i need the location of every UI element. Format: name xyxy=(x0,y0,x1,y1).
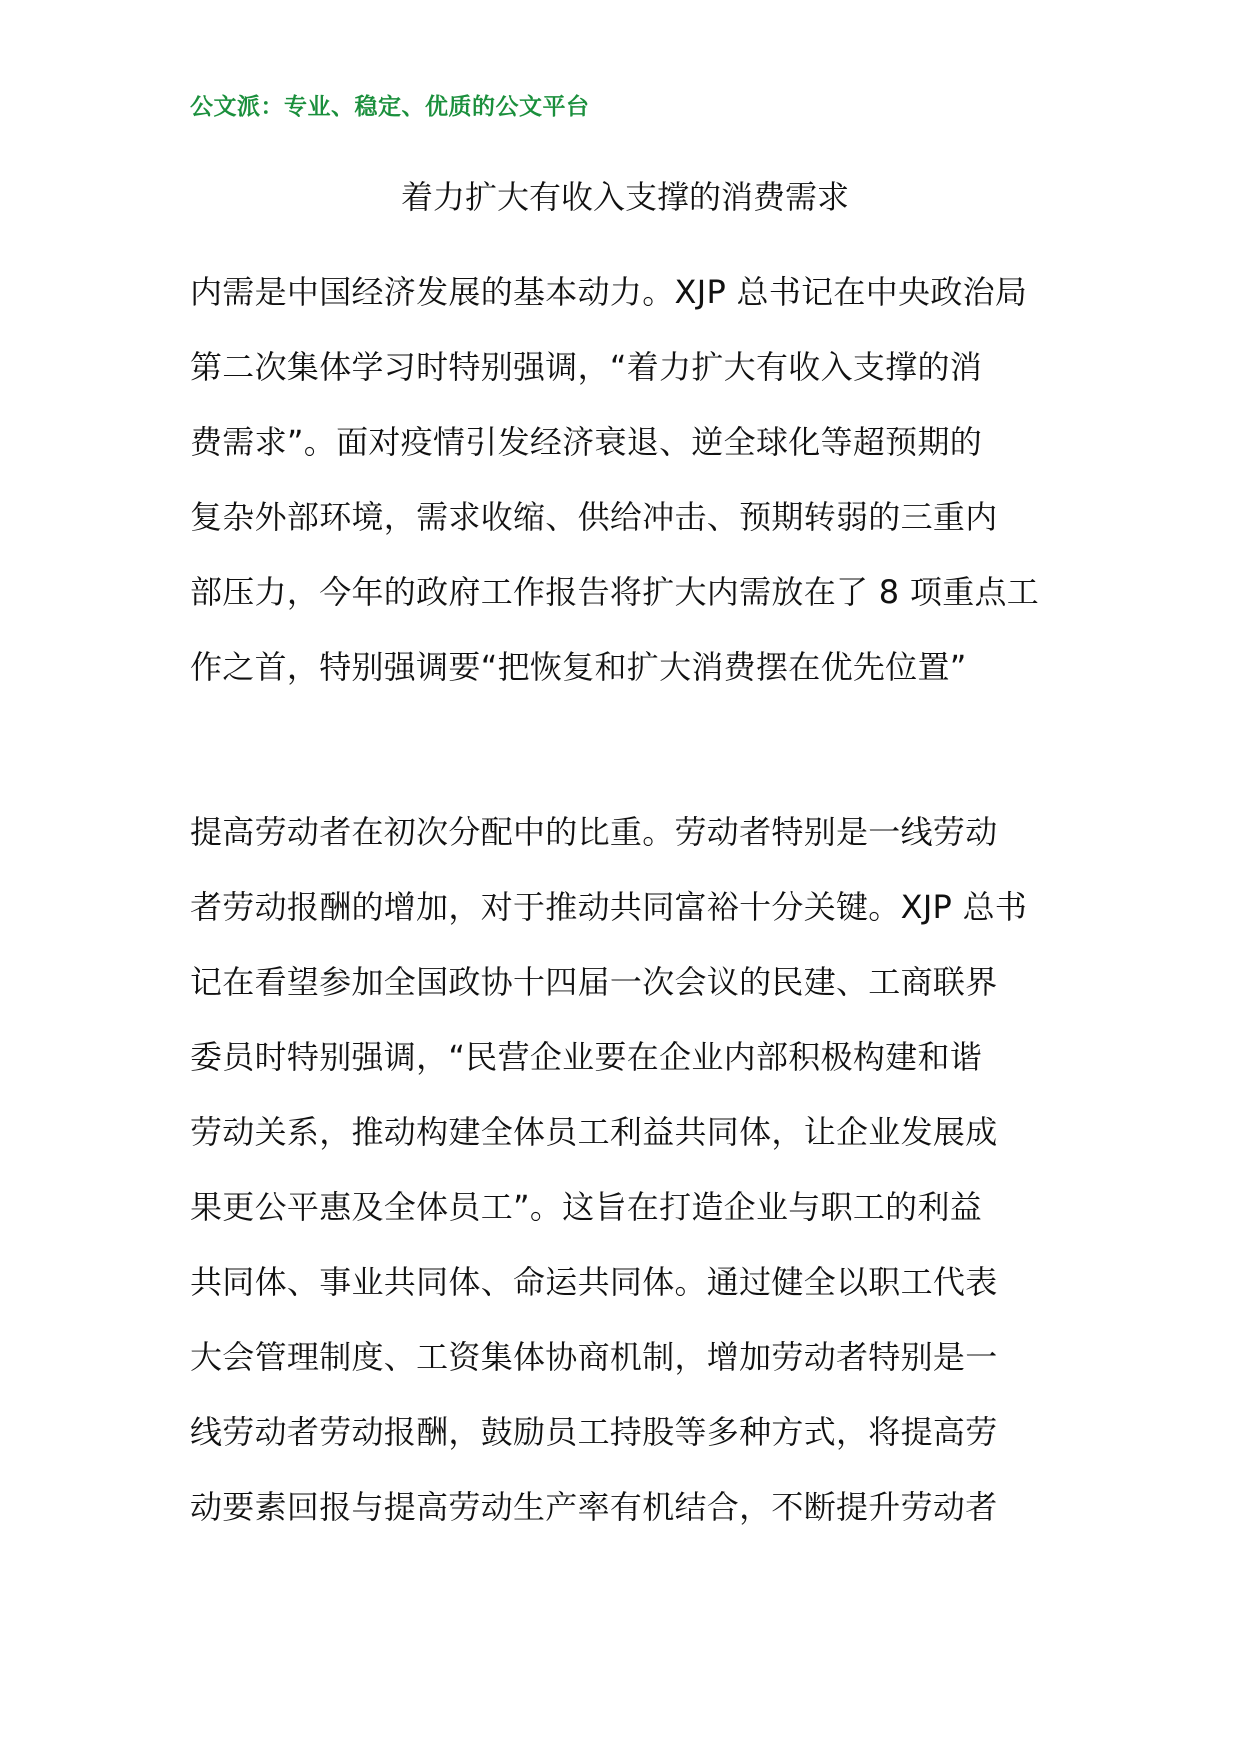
body-paragraph xyxy=(190,255,1060,705)
text-line: 内需是中国经济发展的基本动力。XJP 总书记在中央政治局 xyxy=(190,273,1028,311)
text-line: 作之首，特别强调要“把恢复和扩大消费摆在优先位置” xyxy=(190,648,967,686)
text-line: 大会管理制度、工资集体协商机制，增加劳动者特别是一 xyxy=(190,1338,998,1376)
text-line: 劳动关系，推动构建全体员工利益共同体，让企业发展成 xyxy=(190,1113,998,1151)
text-line: 费需求”。面对疫情引发经济衰退、逆全球化等超预期的 xyxy=(190,423,983,461)
text-line: 者劳动报酬的增加，对于推动共同富裕十分关键。XJP 总书 xyxy=(190,888,1028,926)
text-line: 部压力，今年的政府工作报告将扩大内需放在了 8 项重点工 xyxy=(190,573,1040,611)
text-line: 共同体、事业共同体、命运共同体。通过健全以职工代表 xyxy=(190,1263,998,1301)
text-line: 复杂外部环境，需求收缩、供给冲击、预期转弱的三重内 xyxy=(190,498,998,536)
header-banner: 公文派：专业、稳定、优质的公文平台 xyxy=(190,94,590,120)
document-title: 着力扩大有收入支撑的消费需求 xyxy=(400,178,849,216)
text-line: 第二次集体学习时特别强调，“着力扩大有收入支撑的消 xyxy=(190,348,983,386)
text-line: 果更公平惠及全体员工”。这旨在打造企业与职工的利益 xyxy=(190,1188,983,1226)
body-paragraph xyxy=(190,795,1060,1545)
text-line: 提高劳动者在初次分配中的比重。劳动者特别是一线劳动 xyxy=(190,813,998,851)
text-line: 线劳动者劳动报酬，鼓励员工持股等多种方式，将提高劳 xyxy=(190,1413,998,1451)
text-line: 动要素回报与提高劳动生产率有机结合，不断提升劳动者 xyxy=(190,1488,998,1526)
text-line: 委员时特别强调，“民营企业要在企业内部积极构建和谐 xyxy=(190,1038,983,1076)
text-line: 记在看望参加全国政协十四届一次会议的民建、工商联界 xyxy=(190,963,998,1001)
